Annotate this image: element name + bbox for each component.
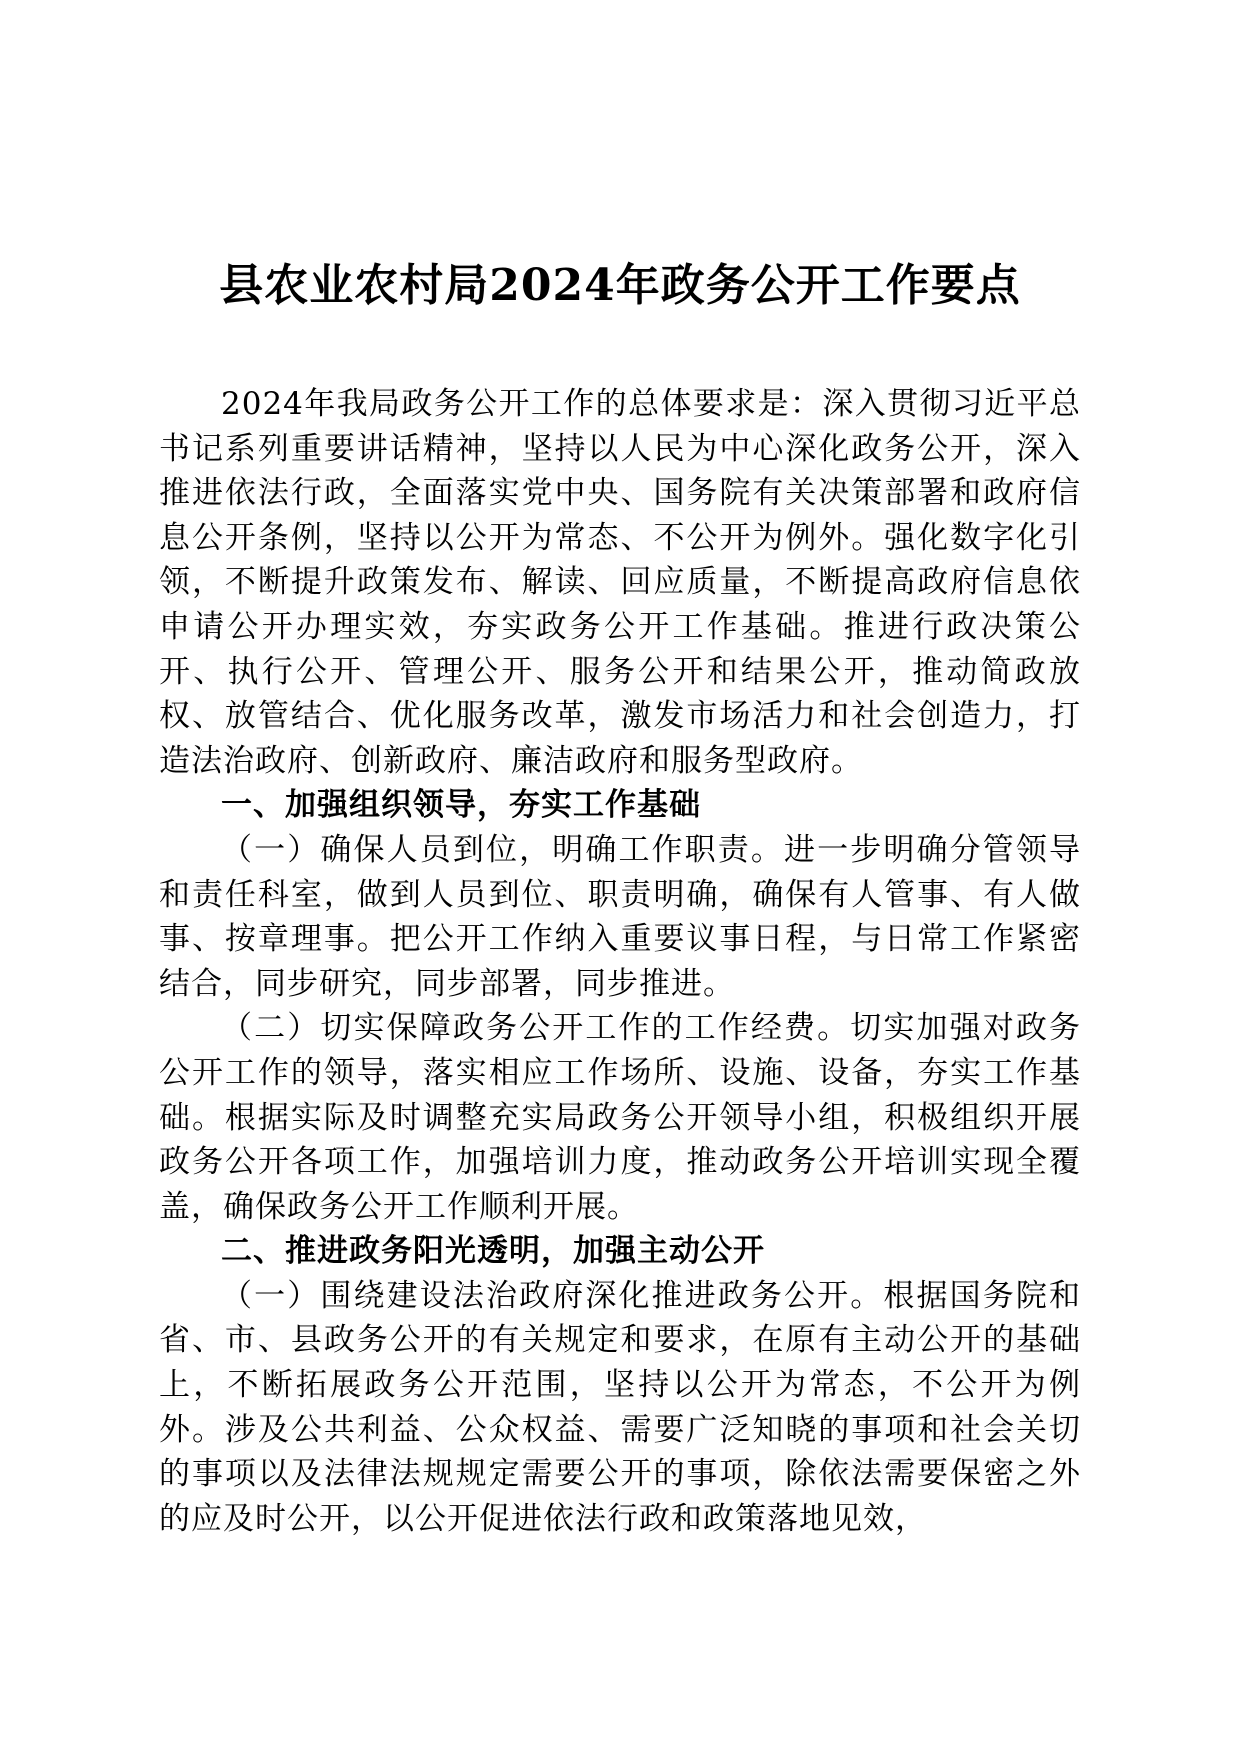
- document-title: 县农业农村局2024年政务公开工作要点: [219, 260, 1021, 311]
- item-text: 根据国务院和省、市、县政务公开的有关规定和要求，在原有主动公开的基础上，不断拓展政务公开范围，坚持以公开为常态，不公开为例外。涉及公共利益、公众权益、需要广泛知晓的事项和社会关切的事项以及法律法规规定需要公开的事项，除依法需要保密之外的应及时公开，以公开促进依法行政和政策落地见效，: [159, 1277, 1082, 1537]
- item-text: 切实加强对政务公开工作的领导，落实相应工作场所、设施、设备，夯实工作基础。根据实际及时调整充实局政务公开领导小组，积极组织开展政务公开各项工作，加强培训力度，推动政务公开培训实现全覆盖，确保政务公开工作顺利开展。: [159, 1010, 1082, 1225]
- item-lead: （一）确保人员到位，明确工作职责。: [221, 831, 785, 868]
- section-1-item-2: [159, 1006, 1081, 1229]
- intro-paragraph: 2024年我局政务公开工作的总体要求是：深入贯彻习近平总书记系列重要讲话精神，坚持以人民为中心深化政务公开，深入推进依法行政，全面落实党中央、国务院有关决策部署和政府信息公开条例，坚持以公开为常态、不公开为例外。强化数字化引领，不断提升政策发布、解读、回应质量，不断提高政府信息依申请公开办理实效，夯实政务公开工作基础。推进行政决策公开、执行公开、管理公开、服务公开和结果公开，推动简政放权、放管结合、优化服务改革，激发市场活力和社会创造力，打造法治政府、创新政府、廉洁政府和服务型政府。: [159, 386, 1081, 779]
- section-1-item-1: [159, 828, 1081, 1006]
- item-lead: （二）切实保障政务公开工作的工作经费。: [221, 1010, 851, 1047]
- document-body: [159, 382, 1081, 1541]
- section-heading-1: 一、加强组织领导，夯实工作基础: [221, 787, 701, 824]
- section-2-item-1: [159, 1274, 1081, 1542]
- item-text: 进一步明确分管领导和责任科室，做到人员到位、职责明确，确保有人管事、有人做事、按章理事。把公开工作纳入重要议事日程，与日常工作紧密结合，同步研究，同步部署，同步推进。: [159, 831, 1082, 1002]
- section-heading-2: 二、推进政务阳光透明，加强主动公开: [221, 1233, 765, 1270]
- item-lead: （一）围绕建设法治政府深化推进政务公开。: [221, 1277, 884, 1314]
